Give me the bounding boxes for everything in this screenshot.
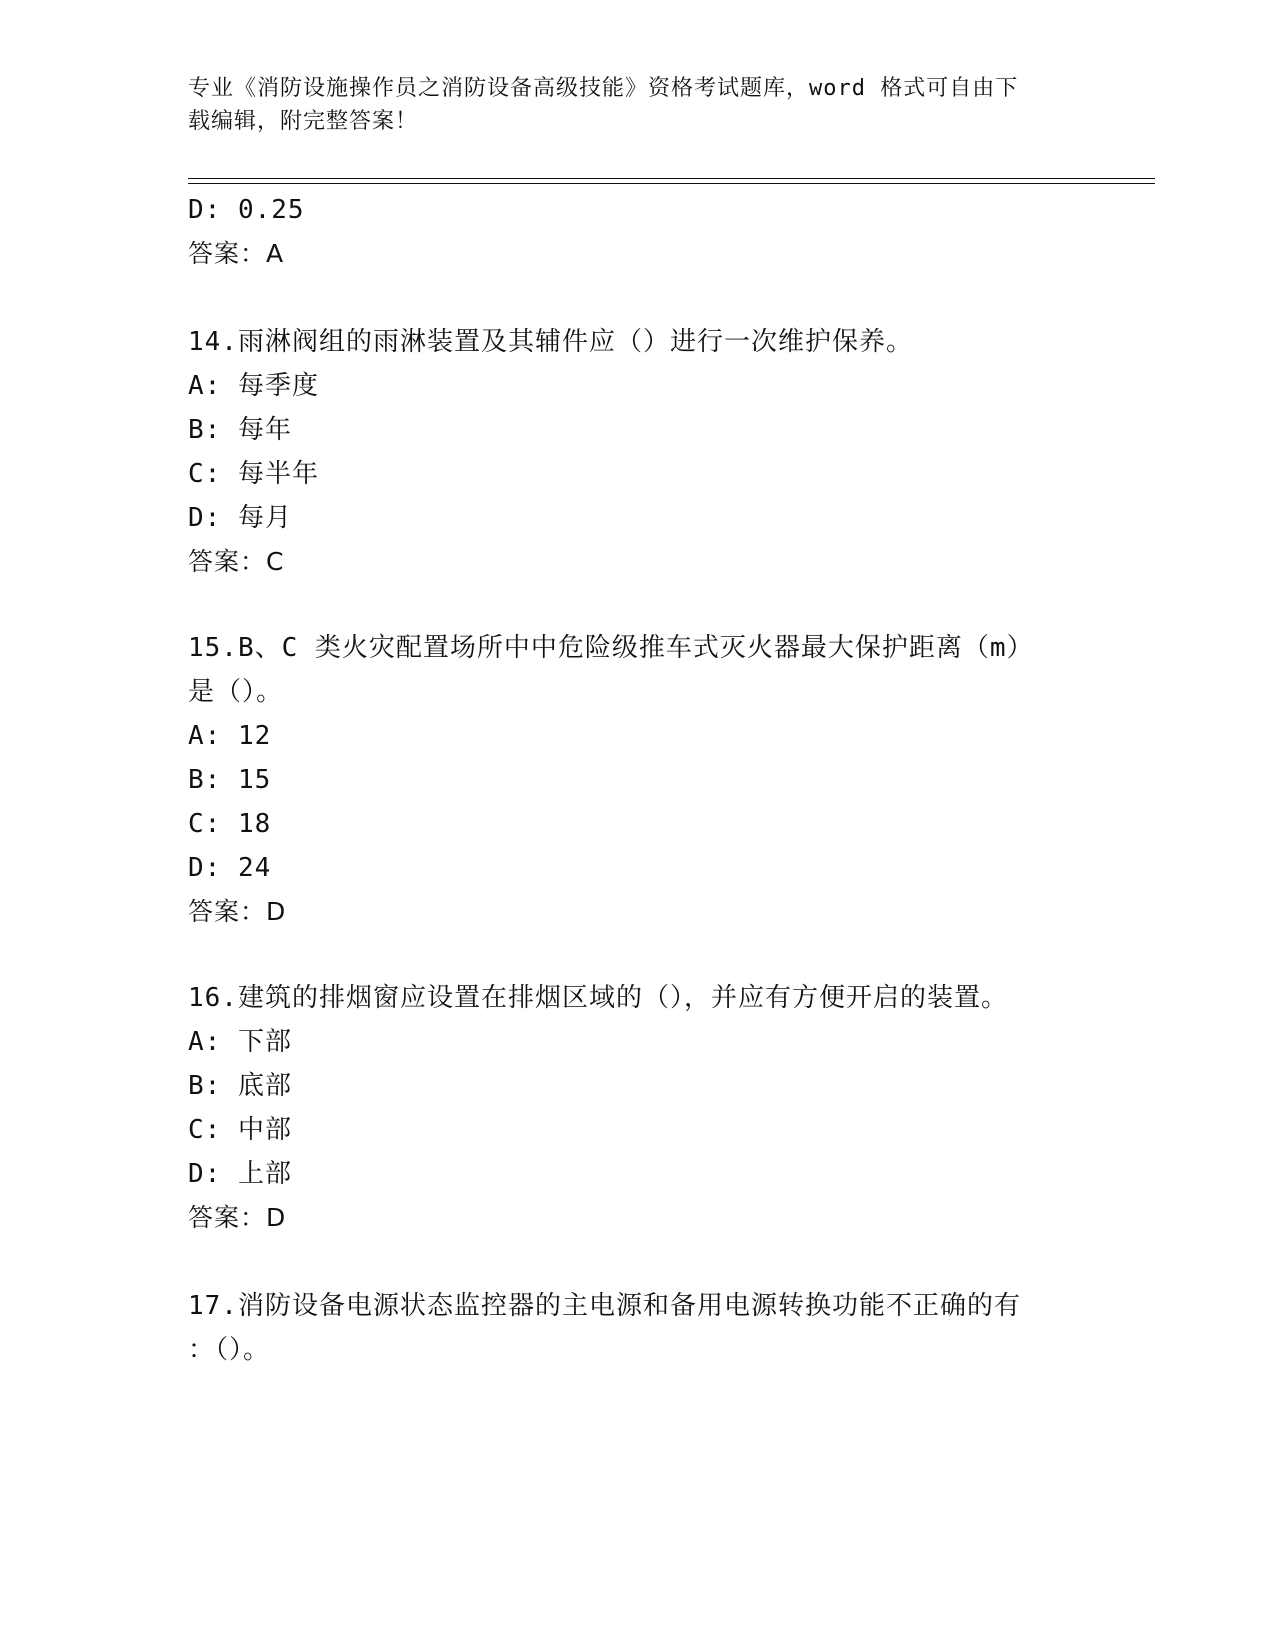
q14-option-b: B: 每年 (188, 415, 292, 445)
q16-option-a: A: 下部 (188, 1027, 292, 1057)
q15-stem-line-1: 15.B、C 类火灾配置场所中中危险级推车式灭火器最大保护距离（m） (188, 633, 1034, 663)
document-header (188, 72, 1068, 138)
q15-stem-line-2: 是（）。 (188, 677, 284, 707)
header-divider-top (188, 178, 1155, 179)
q16-option-d: D: 上部 (188, 1159, 292, 1189)
q16-stem: 16.建筑的排烟窗应设置在排烟区域的（），并应有方便开启的装置。 (188, 983, 1008, 1013)
q16-answer: 答案：D (188, 1203, 287, 1232)
q14-answer: 答案：C (188, 547, 285, 576)
q15-option-d: D: 24 (188, 853, 272, 883)
q14-option-d: D: 每月 (188, 503, 292, 533)
q13-answer: 答案：A (188, 239, 285, 268)
q14-option-a: A: 每季度 (188, 371, 319, 401)
q14-stem: 14.雨淋阀组的雨淋装置及其辅件应（）进行一次维护保养。 (188, 327, 913, 357)
q16-option-c: C: 中部 (188, 1115, 292, 1145)
header-line-1: 专业《消防设施操作员之消防设备高级技能》资格考试题库，word 格式可自由下 (188, 76, 1019, 101)
q15-option-c: C: 18 (188, 809, 272, 839)
q13-option-d: D: 0.25 (188, 195, 305, 225)
q15-answer: 答案：D (188, 897, 287, 926)
header-line-2: 载编辑，附完整答案！ (188, 109, 419, 134)
q17-stem-line-1: 17.消防设备电源状态监控器的主电源和备用电源转换功能不正确的有 (188, 1291, 1021, 1321)
q17-stem-line-2: ：（）。 (188, 1335, 271, 1365)
q14-option-c: C: 每半年 (188, 459, 319, 489)
q16-option-b: B: 底部 (188, 1071, 292, 1101)
q15-option-a: A: 12 (188, 721, 272, 751)
q15-option-b: B: 15 (188, 765, 272, 795)
header-divider-bottom (188, 183, 1155, 184)
